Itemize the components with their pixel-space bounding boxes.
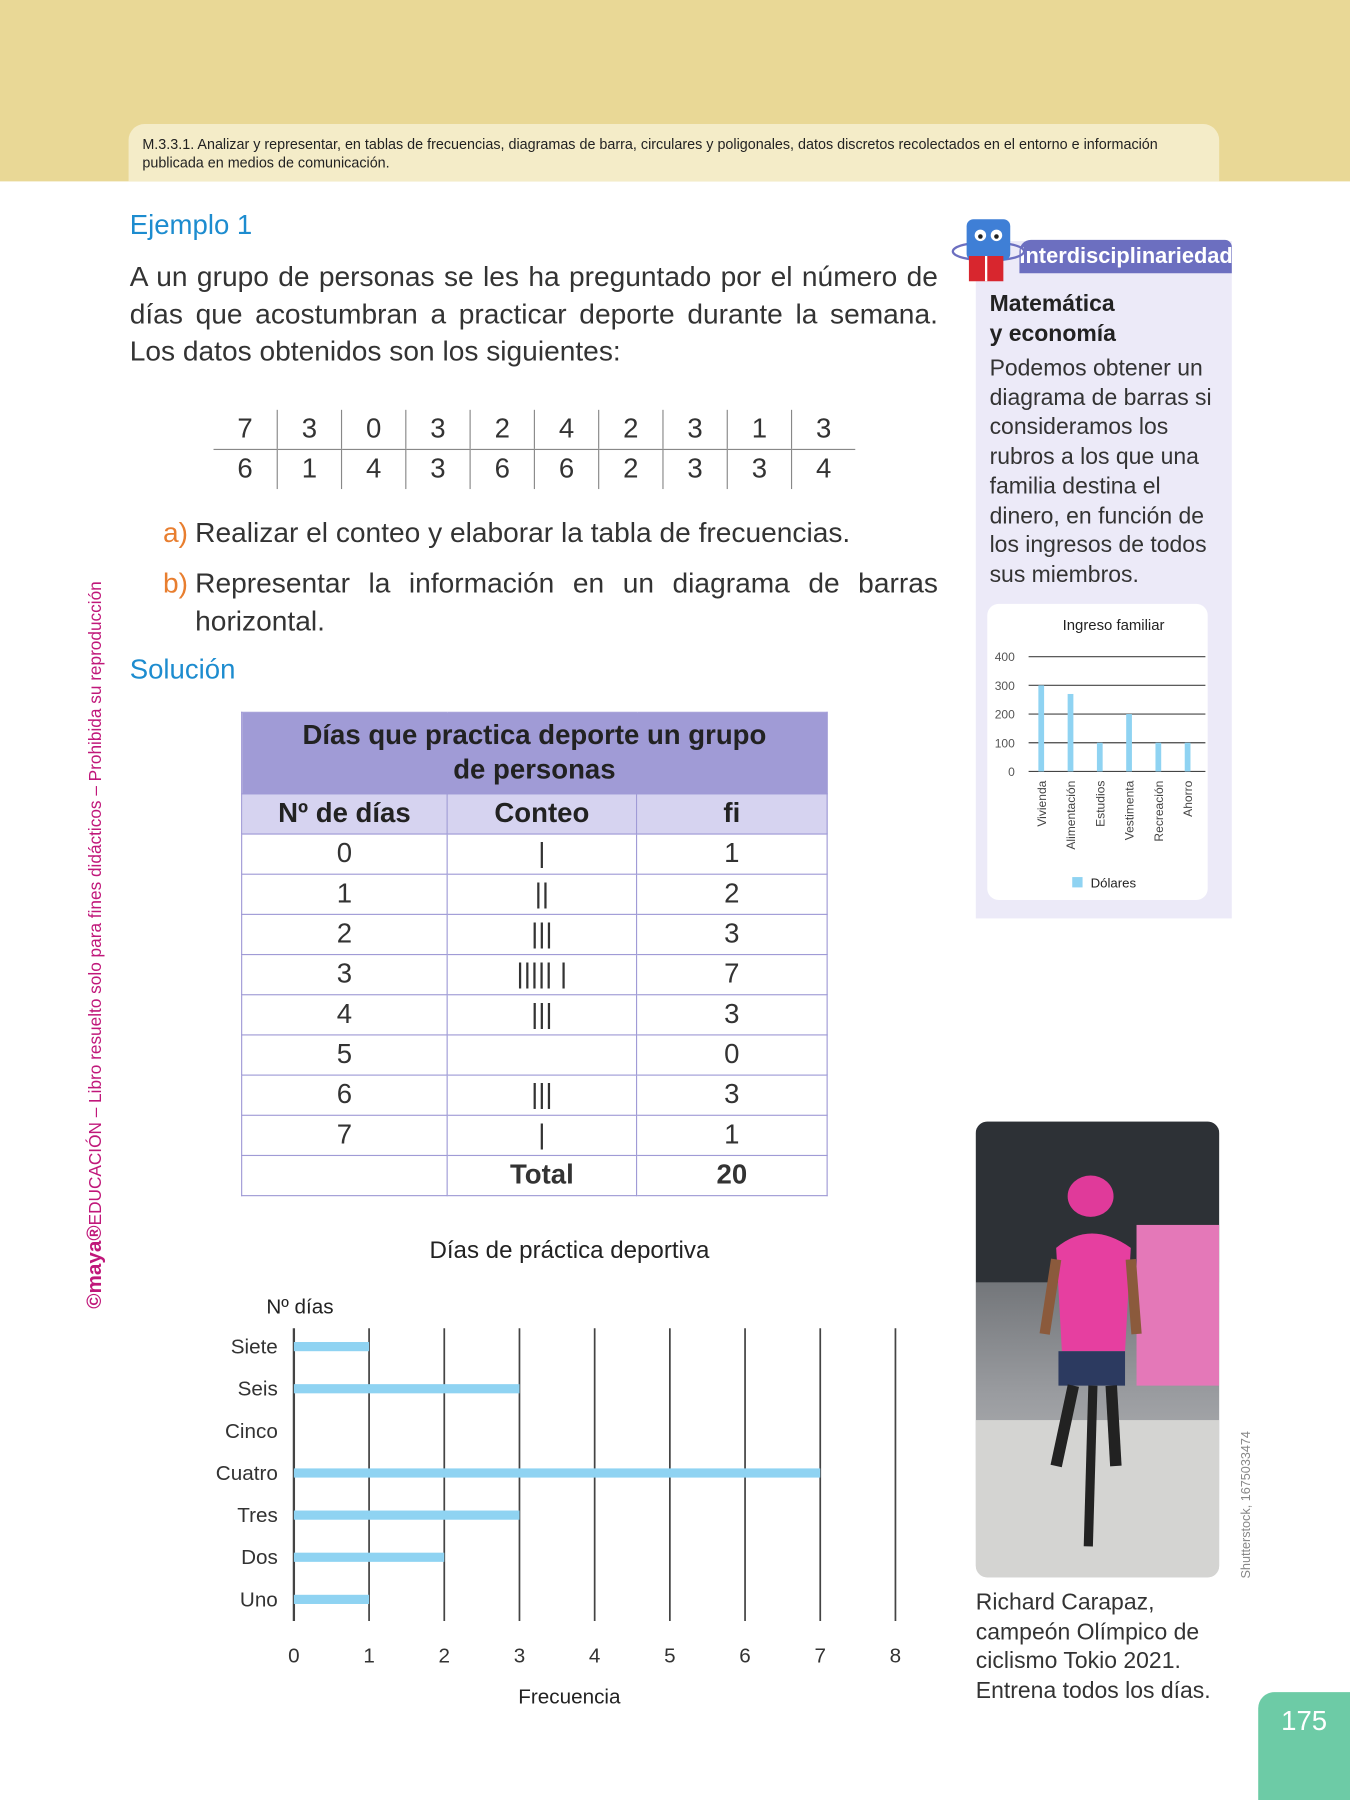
sidebar-heading [990,289,1116,349]
data-cell: 4 [534,410,598,450]
table-cell: 7 [242,1115,447,1155]
legend-swatch [1072,877,1082,887]
data-cell: 3 [406,410,470,450]
col-header: Conteo [447,794,636,834]
data-cell: 6 [470,449,534,489]
data-cell: 4 [792,449,856,489]
y-tick-label: Cuatro [215,1461,278,1485]
task-label: a) [163,517,189,549]
bar-vestimenta [1126,714,1132,771]
horizontal-bar-chart [172,1228,953,1722]
data-cell: 3 [792,410,856,450]
y-tick-label: Tres [237,1504,278,1528]
bar-estudios [1097,743,1103,772]
photo-credit: Shutterstock, 1675033474 [1239,1431,1254,1579]
total-label: Total [447,1155,636,1195]
table-cell: 2 [637,874,828,914]
table-cell: 1 [242,874,447,914]
data-cell: 6 [237,453,253,485]
y-tick-label: Cinco [225,1419,278,1443]
task-b [163,565,938,641]
mascot-book-icon [951,210,1027,290]
bar-tres [294,1511,520,1520]
x-tick-label: Alimentación [1064,780,1079,850]
table-cell: | [447,834,636,874]
cyclist-photo [976,1122,1219,1578]
copyright-note [83,581,107,1308]
interdisciplinary-badge: Interdisciplinariedad [1019,240,1231,273]
data-cell: 2 [599,449,663,489]
y-tick-label: 100 [994,736,1015,751]
table-cell: 1 [637,834,828,874]
bar-cuatro [294,1468,820,1477]
x-tick-label: 3 [513,1644,526,1668]
bar-recreación [1155,743,1161,772]
x-tick-label: 1 [363,1644,375,1668]
x-tick-label: 5 [664,1644,676,1668]
task-a [163,514,938,552]
table-title: Días que practica deporte un grupo de personas [242,712,827,794]
bar-seis [294,1384,520,1393]
task-text: Representar la información en un diagrama de barras horizontal. [195,568,938,638]
y-tick-label: 400 [994,650,1015,665]
x-tick-label: Estudios [1093,780,1108,827]
y-tick-label: 200 [994,707,1015,722]
table-row [242,995,827,1035]
table-row [242,874,827,914]
legend-label: Dólares [1090,875,1137,891]
bar-dos [294,1553,444,1562]
y-tick-label: Uno [239,1588,278,1612]
table-cell: ||||| | [447,955,636,995]
table-cell: 4 [242,995,447,1035]
standard-text: M.3.3.1. Analizar y representar, en tablas de frecuencias, diagramas de barra, circulares y poligonales, datos discretos recolectados en el entorno e información publicada en medios de comunicación. [142,136,1158,172]
cyclist-illustration [976,1122,1219,1578]
data-cell: 4 [342,449,406,489]
y-tick-label: 300 [994,678,1015,693]
task-text: Realizar el conteo y elaborar la tabla de frecuencias. [195,517,851,549]
x-tick-label: 6 [739,1644,751,1668]
data-cell: 1 [277,449,341,489]
table-row [242,1075,827,1115]
frequency-table [241,712,828,1196]
data-row [214,449,856,489]
table-row [242,914,827,954]
heading-line: y economía [989,321,1116,347]
data-cell: 3 [406,449,470,489]
example-paragraph: A un grupo de personas se les ha preguntado por el número de días que acostumbran a practicar deporte durante la semana. Los datos obtenidos son los siguientes: [129,261,938,368]
x-tick-label: 8 [889,1644,902,1668]
table-cell: 5 [242,1035,447,1075]
table-cell [447,1035,636,1075]
chart-title: Días de práctica deportiva [429,1237,710,1265]
y-tick-label: Siete [230,1335,278,1359]
data-cell: 2 [599,410,663,450]
heading-line: Matemática [989,291,1115,317]
task-label: b) [163,568,189,600]
x-tick-label: Recreación [1151,780,1166,842]
x-tick-label: Vestimenta [1122,780,1137,841]
table-row [242,1115,827,1155]
example-title: Ejemplo 1 [129,210,253,242]
table-cell: || [447,874,636,914]
table-cell: 3 [242,955,447,995]
photo-caption: Richard Carapaz, campeón Olímpico de ciclismo Tokio 2021. Entrena todos los días. [975,1589,1211,1704]
bar-ahorro [1185,743,1191,772]
data-cell: 3 [663,449,727,489]
data-cell: 3 [663,410,727,450]
total-row [242,1155,827,1195]
y-axis-label: Nº días [266,1295,334,1319]
x-tick-label: 7 [814,1644,826,1668]
x-axis-label: Frecuencia [518,1685,621,1709]
table-cell: ||| [447,995,636,1035]
table-cell: ||| [447,914,636,954]
data-row [214,410,856,450]
x-tick-label: 0 [288,1644,300,1668]
family-income-chart [987,604,1207,900]
table-cell: 6 [242,1075,447,1115]
table-cell: ||| [447,1075,636,1115]
y-tick-label: Dos [241,1546,278,1570]
table-cell: 1 [637,1115,828,1155]
raw-data-table [214,410,856,489]
x-tick-label: Ahorro [1181,780,1196,817]
col-header: fi [637,794,828,834]
table-cell: 7 [637,955,828,995]
table-cell: 0 [637,1035,828,1075]
bar-vivienda [1038,685,1044,771]
data-cell: 6 [534,449,598,489]
x-tick-label: Vivienda [1034,780,1049,827]
table-cell: 3 [637,914,828,954]
data-cell: 1 [727,410,791,450]
data-cell: 2 [470,410,534,450]
copyright-text: EDUCACIÓN – Libro resuelto solo para fines didácticos – Prohibida su reproducción [86,581,106,1226]
data-cell: 7 [214,410,278,450]
brand: ©maya® [82,1225,106,1309]
col-header: Nº de días [242,794,447,834]
page-number: 175 [1258,1692,1350,1800]
sidebar-body: Podemos obtener un diagrama de barras si consideramos los rubros a los que una familia destina el dinero, en función de los ingresos de todos sus miembros. [989,355,1212,588]
table-row [242,834,827,874]
y-tick-label: Seis [237,1377,278,1401]
table-cell: | [447,1115,636,1155]
total-value: 20 [637,1155,828,1195]
table-cell: 3 [637,1075,828,1115]
x-tick-label: 2 [438,1644,451,1668]
table-row [242,955,827,995]
mini-chart-title: Ingreso familiar [1062,617,1165,635]
data-cell: 3 [727,449,791,489]
bar-alimentación [1068,694,1074,771]
table-row [242,1035,827,1075]
solution-title: Solución [129,654,236,686]
table-cell [242,1155,447,1195]
y-tick-label: 0 [1008,765,1015,780]
data-cell: 0 [342,410,406,450]
bar-siete [294,1342,369,1351]
data-cell: 3 [277,410,341,450]
table-cell: 3 [637,995,828,1035]
table-cell: 2 [242,914,447,954]
x-tick-label: 4 [588,1644,601,1668]
table-cell: 0 [242,834,447,874]
bar-uno [294,1595,369,1604]
